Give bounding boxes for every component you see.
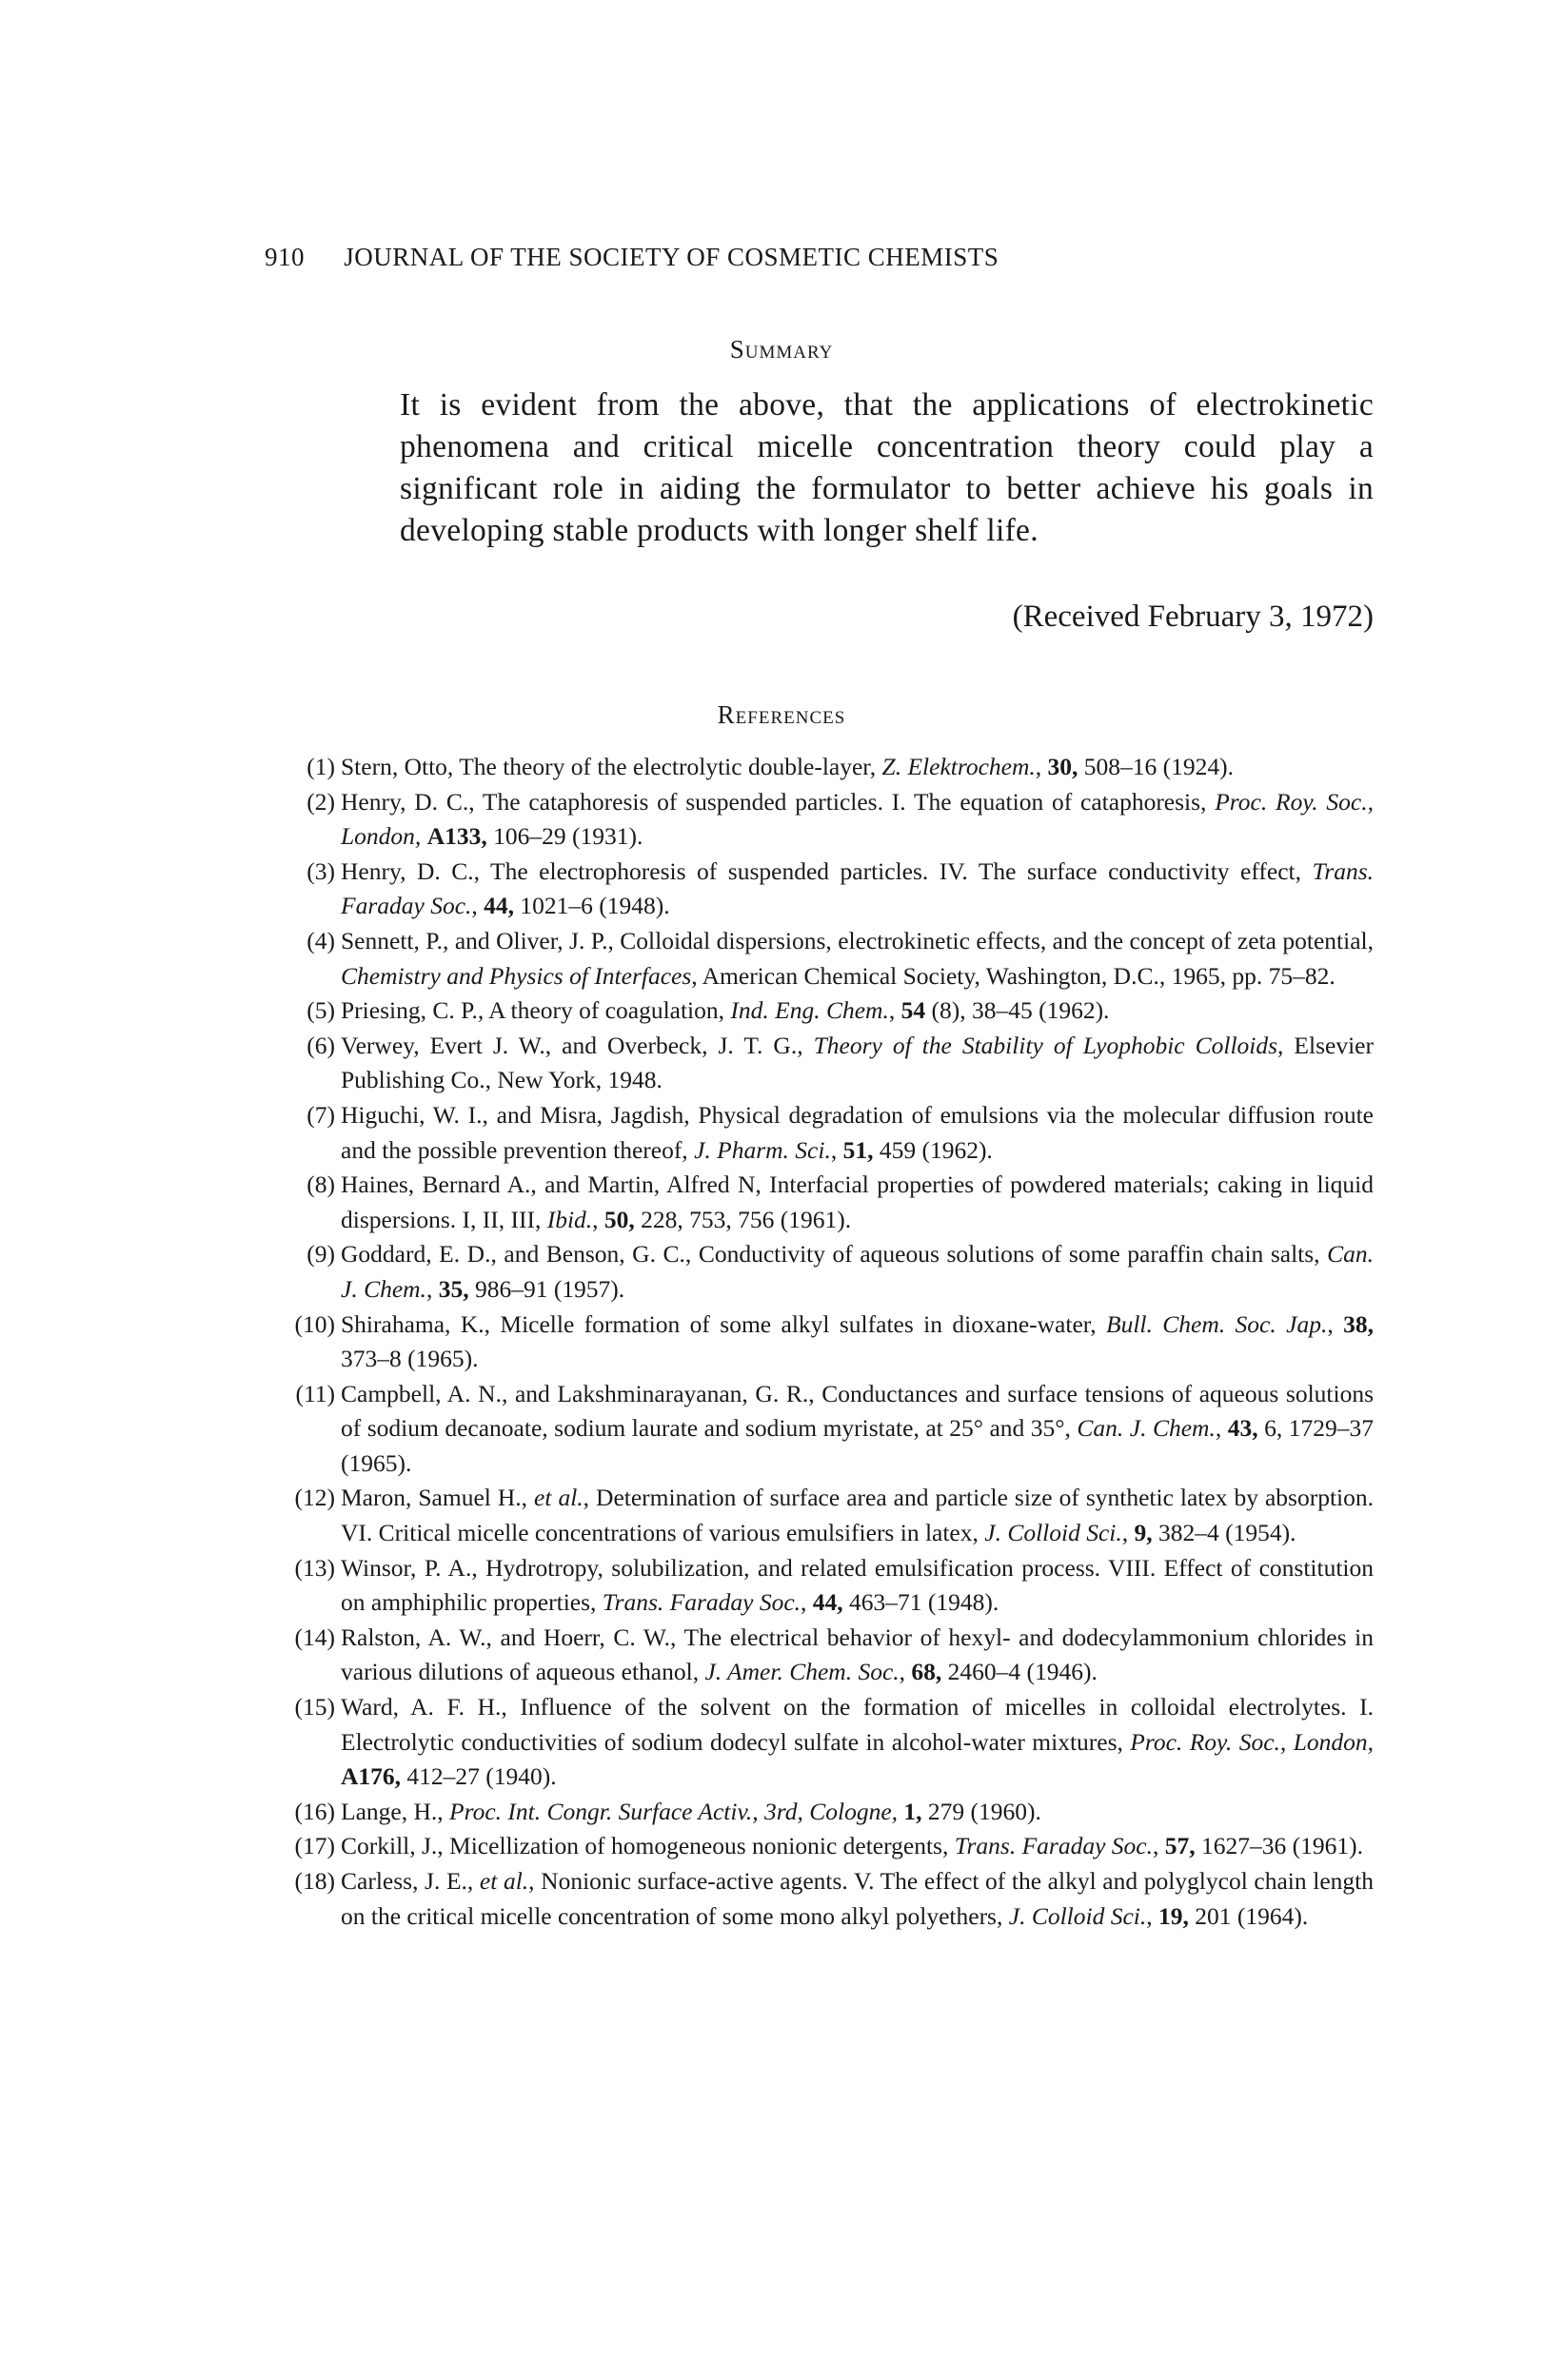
reference-volume: A133, — [426, 822, 487, 851]
reference-segment: Henry, D. C., The cataphoresis of suspended particles. I. The equation of cataphoresis, — [341, 787, 1216, 816]
page-number: 910 — [265, 243, 305, 271]
reference-segment: Campbell, A. N., and Lakshminarayanan, G. R., Conductances and surface tensions of aqueous solutions of sodium decanoate, sodium laurate and sodium myristate, at 25° and 35°, — [341, 1379, 1374, 1443]
reference-segment: Stern, Otto, The theory of the electrolytic double-layer, — [341, 753, 882, 780]
reference-text — [341, 1168, 1374, 1237]
reference-source: Bull. Chem. Soc. Jap. — [1106, 1309, 1328, 1338]
reference-segment: , — [1152, 1832, 1165, 1860]
reference-item — [250, 1029, 1374, 1098]
reference-segment: 279 (1960). — [921, 1797, 1041, 1825]
reference-segment: 106–29 (1931). — [486, 822, 643, 851]
reference-source: et al. — [479, 1867, 529, 1895]
reference-segment: Higuchi, W. I., and Misra, Jagdish, Physical degradation of emulsions via the molecular diffusion route and the possible prevention thereof, — [341, 1100, 1374, 1164]
reference-item — [250, 785, 1374, 855]
reference-segment: Maron, Samuel H., — [341, 1484, 535, 1512]
reference-number: (6) — [307, 1031, 335, 1059]
reference-segment: Ralston, A. W., and Hoerr, C. W., The electrical behavior of hexyl- and dodecylammonium chlorides in various dilutions of aqueous ethanol, — [341, 1623, 1374, 1686]
reference-volume: 43, — [1227, 1414, 1258, 1443]
references-heading: References — [717, 700, 846, 729]
reference-segment: 463–71 (1948). — [842, 1588, 999, 1617]
reference-number: (16) — [294, 1797, 335, 1825]
reference-segment: (8), 38–45 (1962). — [925, 996, 1110, 1025]
reference-segment: Haines, Bernard A., and Martin, Alfred N, Interfacial properties of powdered materials; caking in liquid dispersions. I, II, III, — [341, 1170, 1374, 1233]
reference-source: Z. Elektrochem. — [881, 753, 1036, 780]
reference-segment: Carless, J. E., — [341, 1867, 480, 1895]
reference-volume: 51, — [842, 1135, 874, 1164]
reference-volume: 30, — [1047, 753, 1078, 780]
reference-item — [250, 1377, 1374, 1482]
reference-segment: Sennett, P., and Oliver, J. P., Colloidal dispersions, electrokinetic effects, and the concept of zeta potential, — [341, 926, 1374, 954]
reference-segment: , — [899, 1658, 912, 1686]
reference-volume: 54 — [900, 996, 926, 1025]
reference-segment: , American Chemical Society, Washington, D.C., 1965, pp. 75–82. — [691, 961, 1335, 990]
reference-segment: 382–4 (1954). — [1152, 1519, 1296, 1547]
reference-number: (9) — [307, 1240, 335, 1269]
reference-item — [250, 1864, 1374, 1934]
reference-volume: 9, — [1134, 1519, 1153, 1547]
reference-number: (10) — [294, 1309, 335, 1338]
reference-text — [341, 1308, 1374, 1377]
reference-item — [250, 1481, 1374, 1550]
reference-number: (15) — [294, 1693, 335, 1721]
reference-source: J. Colloid Sci. — [1008, 1901, 1147, 1930]
reference-text — [341, 750, 1374, 785]
reference-segment: Priesing, C. P., A theory of coagulation, — [341, 996, 731, 1025]
reference-item — [250, 1098, 1374, 1168]
reference-text — [341, 1237, 1374, 1307]
reference-segment: 228, 753, 756 (1961). — [634, 1205, 852, 1233]
reference-segment: , — [592, 1205, 604, 1233]
reference-volume: 35, — [438, 1274, 469, 1303]
reference-number: (1) — [307, 753, 335, 780]
reference-volume: 19, — [1157, 1901, 1189, 1930]
reference-segment: Lange, H., — [341, 1797, 450, 1825]
reference-segment: , — [888, 996, 901, 1025]
reference-text — [341, 1377, 1374, 1482]
reference-source: Proc. Roy. Soc., London, — [1130, 1727, 1374, 1756]
reference-source: Ibid. — [546, 1205, 593, 1233]
reference-item — [250, 1690, 1374, 1795]
reference-item — [250, 1308, 1374, 1377]
reference-number: (7) — [307, 1100, 335, 1129]
reference-volume: 68, — [911, 1658, 942, 1686]
reference-text — [341, 993, 1374, 1029]
reference-text — [341, 785, 1374, 855]
reference-volume: 57, — [1164, 1832, 1196, 1860]
reference-item — [250, 1551, 1374, 1621]
reference-text — [341, 1481, 1374, 1550]
reference-segment: 412–27 (1940). — [401, 1762, 557, 1791]
journal-title: JOURNAL OF THE SOCIETY OF COSMETIC CHEMISTS — [344, 243, 999, 271]
reference-source: Can. J. Chem. — [341, 1240, 1374, 1303]
reference-item — [250, 750, 1374, 785]
reference-segment: 373–8 (1965). — [341, 1345, 479, 1373]
reference-segment: , Determination of surface area and particle size of synthetic latex by absorption. VI. Critical micelle concentrations of various emulsifiers in latex, — [341, 1484, 1374, 1547]
reference-number: (14) — [294, 1623, 335, 1651]
reference-number: (17) — [294, 1832, 335, 1860]
reference-segment: , Elsevier Publishing Co., New York, 1948. — [341, 1031, 1374, 1094]
reference-segment: , — [1327, 1309, 1344, 1338]
reference-number: (5) — [307, 996, 335, 1025]
reference-source: Trans. Faraday Soc. — [954, 1832, 1153, 1860]
reference-source: Trans. Faraday Soc. — [341, 856, 1374, 920]
reference-source: Chemistry and Physics of Interfaces — [341, 961, 692, 990]
reference-number: (2) — [307, 787, 335, 816]
reference-number: (12) — [294, 1484, 335, 1512]
reference-number: (4) — [307, 926, 335, 954]
reference-text — [341, 1829, 1374, 1864]
reference-segment: , — [801, 1588, 813, 1617]
reference-segment: Goddard, E. D., and Benson, G. C., Conductivity of aqueous solutions of some paraffin chain salts, — [341, 1240, 1328, 1269]
reference-segment: 1627–36 (1961). — [1195, 1832, 1363, 1860]
reference-source: J. Pharm. Sci. — [694, 1135, 831, 1164]
reference-segment: , — [1146, 1901, 1158, 1930]
reference-number: (8) — [307, 1170, 335, 1199]
reference-segment: Verwey, Evert J. W., and Overbeck, J. T. G., — [341, 1031, 814, 1059]
summary-heading: Summary — [729, 335, 834, 364]
received-date: (Received February 3, 1972) — [1012, 600, 1374, 634]
reference-source: Can. J. Chem. — [1077, 1414, 1216, 1443]
reference-item — [250, 855, 1374, 924]
reference-source: Theory of the Stability of Lyophobic Colloids — [813, 1031, 1278, 1059]
reference-item — [250, 1621, 1374, 1690]
reference-segment: 201 (1964). — [1188, 1901, 1309, 1930]
reference-segment: 1021–6 (1948). — [514, 892, 670, 920]
reference-source: Proc. Roy. Soc., London, — [341, 787, 1374, 851]
reference-volume: 38, — [1343, 1309, 1374, 1338]
reference-number: (18) — [294, 1867, 335, 1895]
reference-segment: Winsor, P. A., Hydrotropy, solubilization, and related emulsification process. VIII. Effect of constitution on amphiphilic properties, — [341, 1553, 1374, 1617]
reference-volume: 44, — [812, 1588, 843, 1617]
reference-segment: , Nonionic surface-active agents. V. The effect of the alkyl and polyglycol chain length on the critical micelle concentration of some mono alkyl polyethers, — [341, 1867, 1374, 1930]
reference-text — [341, 924, 1374, 993]
reference-segment: Henry, D. C., The electrophoresis of suspended particles. IV. The surface conductivity effect, — [341, 856, 1313, 885]
reference-segment: , — [1215, 1414, 1228, 1443]
running-header — [265, 243, 1373, 272]
reference-number: (13) — [294, 1553, 335, 1582]
reference-source: J. Colloid Sci. — [984, 1519, 1122, 1547]
reference-item — [250, 993, 1374, 1029]
reference-segment: 508–16 (1924). — [1078, 753, 1234, 780]
reference-text — [341, 1690, 1374, 1795]
reference-number: (11) — [295, 1379, 335, 1407]
reference-segment: Corkill, J., Micellization of homogeneous nonionic detergents, — [341, 1832, 955, 1860]
reference-volume: 50, — [603, 1205, 635, 1233]
reference-text — [341, 1621, 1374, 1690]
reference-segment: Shirahama, K., Micelle formation of some alkyl sulfates in dioxane-water, — [341, 1309, 1107, 1338]
reference-text — [341, 1098, 1374, 1168]
reference-source: Ind. Eng. Chem. — [730, 996, 889, 1025]
reference-text — [341, 1029, 1374, 1098]
reference-text — [341, 1864, 1374, 1934]
reference-text — [341, 855, 1374, 924]
reference-segment: , — [830, 1135, 843, 1164]
reference-item — [250, 1829, 1374, 1864]
reference-item — [250, 924, 1374, 993]
reference-item — [250, 1168, 1374, 1237]
reference-segment: 459 (1962). — [873, 1135, 993, 1164]
reference-volume: 1, — [903, 1797, 922, 1825]
reference-segment: 6, 1729–37 (1965). — [341, 1414, 1375, 1477]
reference-segment: 986–91 (1957). — [468, 1274, 625, 1303]
reference-volume: 44, — [484, 892, 515, 920]
reference-segment: , — [1035, 753, 1048, 780]
reference-segment: , — [471, 892, 485, 920]
reference-source: Trans. Faraday Soc. — [602, 1588, 801, 1617]
reference-segment: 2460–4 (1946). — [941, 1658, 1098, 1686]
reference-segment: , — [1121, 1519, 1135, 1547]
reference-source: Proc. Int. Congr. Surface Activ., 3rd, Cologne, — [449, 1797, 899, 1825]
reference-segment: Ward, A. F. H., Influence of the solvent on the formation of micelles in colloidal electrolytes. I. Electrolytic conductivities of sodium dodecyl sulfate in alcohol-water mixtures, — [341, 1693, 1374, 1756]
reference-text — [341, 1795, 1374, 1830]
reference-segment: , — [425, 1274, 439, 1303]
reference-source: J. Amer. Chem. Soc. — [704, 1658, 900, 1686]
reference-volume: A176, — [341, 1762, 402, 1791]
reference-source: et al. — [534, 1484, 584, 1512]
reference-text — [341, 1551, 1374, 1621]
references-list — [250, 750, 1374, 1934]
reference-number: (3) — [307, 856, 335, 885]
summary-paragraph: It is evident from the above, that the applications of electrokinetic phenomena and critical micelle concentration theory could play a significant role in aiding the formulator to better achieve his goals in developing stable products with longer shelf life. — [400, 387, 1374, 548]
reference-item — [250, 1795, 1374, 1830]
reference-item — [250, 1237, 1374, 1307]
